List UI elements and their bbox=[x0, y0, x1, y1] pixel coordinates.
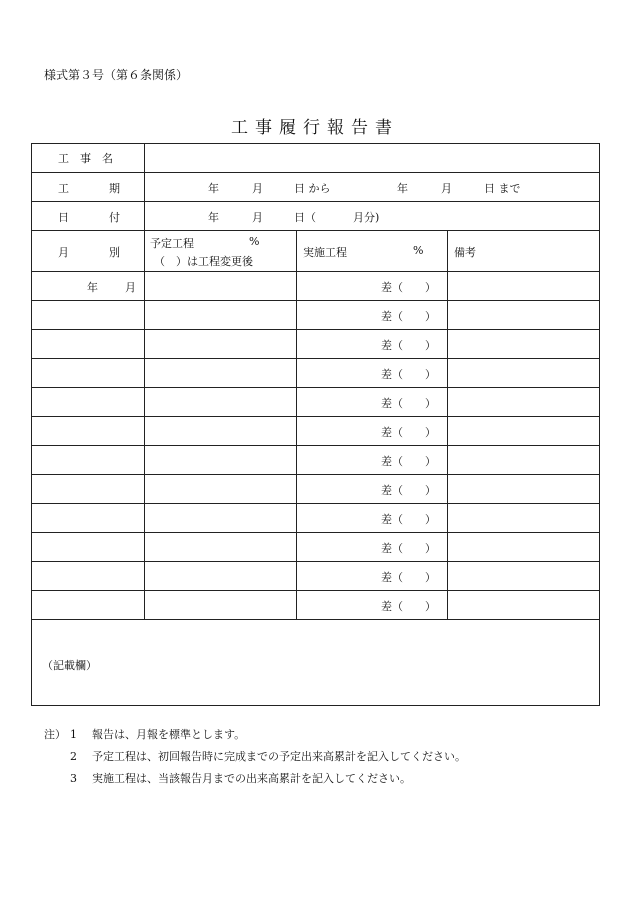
remarks-cell[interactable] bbox=[448, 591, 600, 620]
note-number: 1 bbox=[70, 728, 77, 741]
note-number: 3 bbox=[70, 772, 77, 785]
planned-cell[interactable] bbox=[145, 330, 297, 359]
period-month-2: 月 bbox=[441, 182, 452, 195]
actual-percent-unit: % bbox=[413, 244, 424, 257]
difference-label: 差（ ） bbox=[381, 571, 436, 584]
remarks-column-label: 備考 bbox=[454, 246, 476, 259]
actual-cell[interactable] bbox=[297, 388, 448, 417]
date-label-cell bbox=[32, 202, 145, 231]
difference-label: 差（ ） bbox=[381, 310, 436, 323]
month-cell[interactable] bbox=[32, 272, 145, 301]
period-row bbox=[32, 173, 600, 202]
period-year-1: 年 bbox=[208, 182, 219, 195]
actual-cell[interactable] bbox=[297, 417, 448, 446]
date-label-2: 付 bbox=[109, 211, 120, 224]
remarks-cell[interactable] bbox=[448, 330, 600, 359]
remarks-cell[interactable] bbox=[448, 446, 600, 475]
actual-cell[interactable] bbox=[297, 562, 448, 591]
remarks-cell[interactable] bbox=[448, 533, 600, 562]
planned-column-label: 予定工程 bbox=[150, 237, 194, 250]
period-label-1: 工 bbox=[58, 182, 69, 195]
difference-label: 差（ ） bbox=[381, 513, 436, 526]
remarks-cell[interactable] bbox=[448, 417, 600, 446]
month-row bbox=[32, 446, 600, 475]
difference-label: 差（ ） bbox=[381, 455, 436, 468]
project-name-label-cell bbox=[32, 144, 145, 173]
remarks-box-label: （記載欄） bbox=[42, 659, 97, 672]
month-row bbox=[32, 533, 600, 562]
actual-cell[interactable] bbox=[297, 330, 448, 359]
notes-prefix: 注） bbox=[44, 728, 66, 741]
remarks-cell[interactable] bbox=[448, 504, 600, 533]
remarks-box[interactable] bbox=[32, 620, 600, 706]
month-row bbox=[32, 475, 600, 504]
project-name-value-cell[interactable] bbox=[145, 144, 600, 173]
period-label-2: 期 bbox=[109, 182, 120, 195]
note-text: 報告は、月報を標準とします。 bbox=[92, 728, 246, 741]
remarks-cell[interactable] bbox=[448, 475, 600, 504]
date-row bbox=[32, 202, 600, 231]
document-title: 工事履行報告書 bbox=[231, 118, 399, 138]
date-month: 月 bbox=[252, 211, 263, 224]
actual-column-label: 実施工程 bbox=[303, 246, 347, 259]
difference-label: 差（ ） bbox=[381, 368, 436, 381]
planned-cell[interactable] bbox=[145, 301, 297, 330]
month-cell[interactable] bbox=[32, 504, 145, 533]
remarks-cell[interactable] bbox=[448, 562, 600, 591]
month-column-label-1: 月 bbox=[58, 246, 69, 259]
actual-cell[interactable] bbox=[297, 591, 448, 620]
difference-label: 差（ ） bbox=[381, 600, 436, 613]
project-name-row bbox=[32, 144, 600, 173]
month-cell[interactable] bbox=[32, 475, 145, 504]
date-value-cell[interactable] bbox=[145, 202, 600, 231]
remarks-cell[interactable] bbox=[448, 272, 600, 301]
month-row bbox=[32, 562, 600, 591]
month-cell[interactable] bbox=[32, 388, 145, 417]
month-row bbox=[32, 330, 600, 359]
column-header-row bbox=[32, 231, 600, 272]
planned-cell[interactable] bbox=[145, 533, 297, 562]
difference-label: 差（ ） bbox=[381, 426, 436, 439]
actual-cell[interactable] bbox=[297, 475, 448, 504]
remarks-cell[interactable] bbox=[448, 359, 600, 388]
actual-column-header bbox=[297, 231, 448, 272]
actual-cell[interactable] bbox=[297, 359, 448, 388]
period-day-from: 日 から bbox=[294, 182, 331, 195]
month-column-header bbox=[32, 231, 145, 272]
month-cell[interactable] bbox=[32, 301, 145, 330]
form-number: 様式第３号（第６条関係） bbox=[44, 68, 189, 82]
planned-cell[interactable] bbox=[145, 591, 297, 620]
month-cell[interactable] bbox=[32, 562, 145, 591]
project-name-label: 工 事 名 bbox=[58, 152, 113, 165]
month-column-label-2: 別 bbox=[109, 246, 120, 259]
month-row bbox=[32, 272, 600, 301]
actual-cell[interactable] bbox=[297, 301, 448, 330]
actual-cell[interactable] bbox=[297, 272, 448, 301]
month-row bbox=[32, 504, 600, 533]
note-number: 2 bbox=[70, 750, 77, 763]
month-cell[interactable] bbox=[32, 591, 145, 620]
first-month-year: 年 bbox=[87, 281, 98, 294]
difference-label: 差（ ） bbox=[381, 484, 436, 497]
planned-cell[interactable] bbox=[145, 359, 297, 388]
month-cell[interactable] bbox=[32, 446, 145, 475]
date-label-1: 日 bbox=[58, 211, 69, 224]
planned-cell[interactable] bbox=[145, 388, 297, 417]
month-row bbox=[32, 388, 600, 417]
planned-cell[interactable] bbox=[145, 446, 297, 475]
month-cell[interactable] bbox=[32, 330, 145, 359]
planned-cell[interactable] bbox=[145, 562, 297, 591]
remarks-cell[interactable] bbox=[448, 301, 600, 330]
period-month-1: 月 bbox=[252, 182, 263, 195]
planned-change-note: （ ）は工程変更後 bbox=[154, 255, 253, 268]
difference-label: 差（ ） bbox=[381, 339, 436, 352]
remarks-box-row bbox=[32, 620, 600, 706]
date-year: 年 bbox=[208, 211, 219, 224]
planned-column-header bbox=[145, 231, 297, 272]
report-table bbox=[31, 143, 600, 706]
month-cell[interactable] bbox=[32, 359, 145, 388]
planned-percent-unit: % bbox=[249, 235, 260, 248]
date-month-portion: 月分) bbox=[353, 211, 380, 224]
planned-cell[interactable] bbox=[145, 272, 297, 301]
month-row bbox=[32, 301, 600, 330]
remarks-column-header bbox=[448, 231, 600, 272]
period-year-2: 年 bbox=[397, 182, 408, 195]
period-day-to: 日 まで bbox=[484, 182, 521, 195]
planned-cell[interactable] bbox=[145, 504, 297, 533]
month-cell[interactable] bbox=[32, 533, 145, 562]
month-row bbox=[32, 359, 600, 388]
note-text: 実施工程は、当該報告月までの出来高累計を記入してください。 bbox=[92, 772, 411, 785]
difference-label: 差（ ） bbox=[381, 542, 436, 555]
period-value-cell[interactable] bbox=[145, 173, 600, 202]
planned-cell[interactable] bbox=[145, 475, 297, 504]
planned-cell[interactable] bbox=[145, 417, 297, 446]
date-day: 日（ bbox=[294, 211, 316, 224]
difference-label: 差（ ） bbox=[381, 281, 436, 294]
month-row bbox=[32, 591, 600, 620]
note-text: 予定工程は、初回報告時に完成までの予定出来高累計を記入してください。 bbox=[92, 750, 466, 763]
actual-cell[interactable] bbox=[297, 504, 448, 533]
first-month-month: 月 bbox=[125, 281, 136, 294]
month-cell[interactable] bbox=[32, 417, 145, 446]
remarks-cell[interactable] bbox=[448, 388, 600, 417]
actual-cell[interactable] bbox=[297, 446, 448, 475]
data-rows bbox=[32, 272, 600, 620]
actual-cell[interactable] bbox=[297, 533, 448, 562]
month-row bbox=[32, 417, 600, 446]
difference-label: 差（ ） bbox=[381, 397, 436, 410]
period-label-cell bbox=[32, 173, 145, 202]
